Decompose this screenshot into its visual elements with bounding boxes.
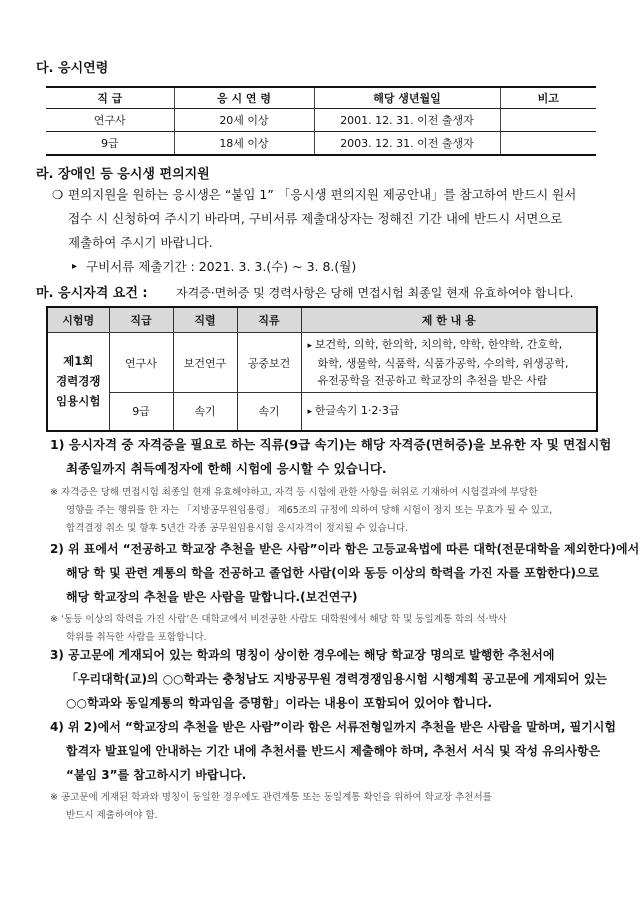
item-2-line-1: 2) 위 표에서 “전공하고 학교장 추천을 받은 사람”이라 함은 고등교육법에 따른 대학(전문대학을 제외한다)에서	[50, 542, 640, 556]
note-2-line-2: 학위를 취득한 사람을 포함합니다.	[66, 632, 207, 643]
header-note: 비고	[500, 87, 596, 109]
bullet-icon: ❍	[52, 187, 64, 202]
note-4-line-2: 반드시 제출하여야 함.	[66, 810, 158, 821]
item-4-line-2: 합격자 발표일에 안내하는 기간 내에 추천서를 반드시 제출해야 하며, 추천서 서식 및 작성 유의사항은	[66, 744, 601, 758]
content-line: 유전공학을 전공하고 학교장의 추천을 받은 사람	[317, 374, 548, 387]
header-series: 직렬	[173, 307, 237, 333]
header-grade: 직 급	[46, 87, 174, 109]
exam-name-line: 임용시험	[56, 394, 101, 409]
cell-note	[500, 109, 596, 132]
note-4-line-1: ※ 공고문에 게재된 학과와 명칭이 동일한 경우에도 관련계통 또는 동일계통 확인을 위하여 학교장 추천서를	[50, 792, 492, 803]
cell-series: 보건연구	[173, 333, 237, 393]
item-3-line-1: 3) 공고문에 게재되어 있는 학과의 명칭이 상이한 경우에는 해당 학교장 명의로 발행한 추천서에	[50, 648, 555, 662]
cell-content: ▸ 한글속기 1·2·3급	[301, 393, 597, 431]
cell-birth: 2003. 12. 31. 이전 출생자	[314, 132, 500, 156]
cell-kind: 속기	[237, 393, 301, 431]
table-row	[47, 333, 597, 393]
qual-table-header	[47, 307, 597, 333]
section-title-qualification: 마. 응시자격 요건 :	[36, 286, 148, 301]
cell-grade: 연구사	[109, 333, 173, 393]
item-3-line-3: ○○학과와 동일계통의 학과임을 증명함」이라는 내용이 포함되어 있어야 합니다.	[66, 696, 493, 710]
note-1-line-2: 영향을 주는 행위를 한 자는 「지방공무원임용령」 제65조의 규정에 의하여 당해 시험이 정지 또는 무효가 될 수 있고,	[66, 505, 553, 516]
content-line: 한글속기 1·2·3급	[314, 403, 400, 417]
item-4-line-1: 4) 위 2)에서 “학교장의 추천을 받은 사람”이라 함은 서류전형일까지 추천을 받은 사람을 말하며, 필기시험	[50, 720, 616, 734]
header-content: 제 한 내 용	[301, 307, 597, 333]
support-deadline: 구비서류 제출기간 : 2021. 3. 3.(수) ~ 3. 8.(월)	[86, 259, 357, 274]
cell-grade: 연구사	[46, 109, 174, 132]
age-table-header	[46, 87, 596, 109]
content-line: 화학, 생물학, 식품학, 식품가공학, 수의학, 위생공학,	[317, 357, 569, 370]
support-line-2: 접수 시 신청하여 주시기 바라며, 구비서류 제출대상자는 정해진 기간 내에 반드시 서면으로	[68, 211, 563, 226]
cell-age: 18세 이상	[174, 132, 314, 156]
note-1-line-3: 합격결정 취소 및 향후 5년간 각종 공무원임용시험 응시자격이 정지될 수 있습니다.	[66, 523, 409, 534]
exam-name	[47, 333, 109, 431]
support-line-1: 편의지원을 원하는 응시생은 “붙임 1” 「응시생 편의지원 제공안내」를 참고하여 반드시 원서	[68, 187, 577, 202]
qualification-desc: 자격증·면허증 및 경력사항은 당해 면접시험 최종일 현재 유효하여야 합니다.	[176, 286, 574, 300]
header-birth: 해당 생년월일	[314, 87, 500, 109]
cell-kind: 공중보건	[237, 333, 301, 393]
exam-name-line: 제1회	[63, 354, 94, 369]
header-exam: 시험명	[47, 307, 109, 333]
section-title-age: 다. 응시연령	[36, 61, 109, 76]
note-1-line-1: ※ 자격증은 당해 면접시험 최종일 현재 유효해야하고, 자격 등 시험에 관한 사항을 허위로 기재하여 시험결과에 부당한	[50, 487, 538, 498]
item-2-line-3: 해당 학교장의 추천을 받은 사람을 말합니다.(보건연구)	[66, 590, 358, 604]
note-2-line-1: ※ ‘동등 이상의 학력을 가진 사람’은 대학교에서 비전공한 사람도 대학원에서 해당 학 및 동일계통 학의 석·박사	[50, 614, 507, 625]
item-1-line-1: 1) 응시자격 중 자격증을 필요로 하는 직류(9급 속기)는 해당 자격증(면허증)을 보유한 자 및 면접시험	[50, 437, 612, 452]
cell-grade: 9급	[46, 132, 174, 156]
content-line: 보건학, 의학, 한의학, 치의학, 약학, 한약학, 간호학,	[314, 338, 563, 351]
item-1-line-2: 최종일까지 취득예정자에 한해 시험에 응시할 수 있습니다.	[66, 461, 387, 476]
header-kind: 직류	[237, 307, 301, 333]
exam-name-line: 경력경쟁	[56, 374, 101, 389]
cell-birth: 2001. 12. 31. 이전 출생자	[314, 109, 500, 132]
support-line-3: 제출하여 주시기 바랍니다.	[68, 235, 213, 250]
table-row	[47, 393, 597, 431]
header-grade: 직급	[109, 307, 173, 333]
item-4-line-3: “붙임 3”를 참고하시기 바랍니다.	[66, 768, 247, 782]
section-title-support: 라. 장애인 등 응시생 편의지원	[36, 167, 210, 182]
table-row	[46, 109, 596, 132]
age-table	[46, 86, 596, 156]
cell-content: ▸ 보건학, 의학, 한의학, 치의학, 약학, 한약학, 간호학, 화학, 생물학, 식품학, 식품가공학, 수의학, 위생공학, 유전공학을 전공하고 학교장의 추천을 받은 사람	[301, 333, 597, 393]
item-2-line-2: 해당 학 및 관련 계통의 학을 전공하고 졸업한 사람(이와 동등 이상의 학력을 가진 자를 포함한다)으로	[66, 566, 600, 580]
cell-grade: 9급	[109, 393, 173, 431]
cell-note	[500, 132, 596, 156]
table-row	[46, 132, 596, 156]
item-3-line-2: 「우리대학(교)의 ○○학과는 충청남도 지방공무원 경력경쟁임용시험 시행계획 공고문에 게재되어 있는	[66, 672, 608, 686]
cell-age: 20세 이상	[174, 109, 314, 132]
qualification-table	[46, 306, 598, 432]
cell-series: 속기	[173, 393, 237, 431]
header-age: 응 시 연 령	[174, 87, 314, 109]
arrow-icon: ▸	[72, 261, 78, 272]
